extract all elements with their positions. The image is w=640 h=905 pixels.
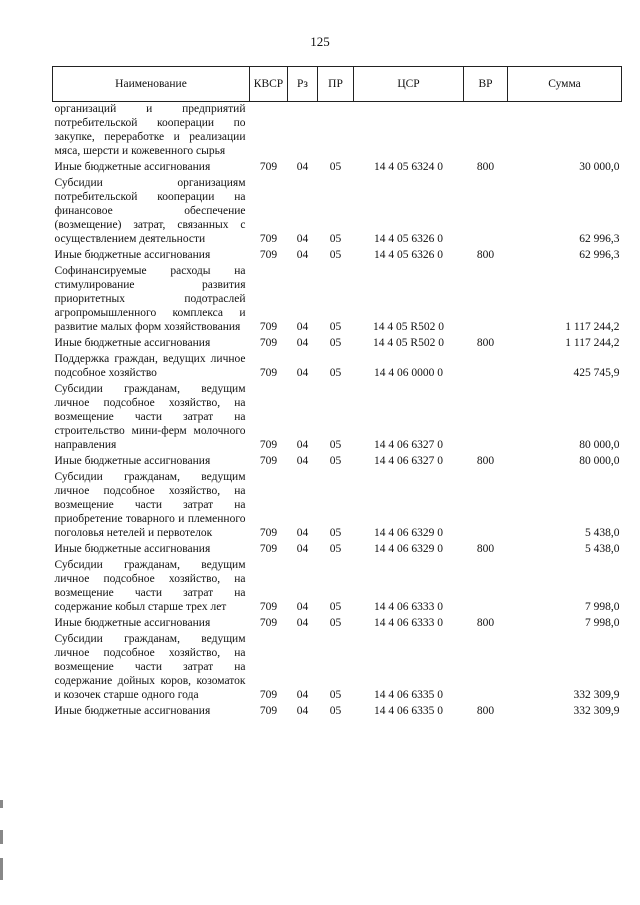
cell-rz: 04 [296,161,309,173]
cell-kvsr: 709 [259,617,278,629]
cell-csr: 14 4 06 6333 0 [374,617,443,629]
cell-csr: 14 4 05 6324 0 [374,161,443,173]
table-row [53,336,622,352]
cell-pr: 05 [329,617,342,629]
table-header-row [53,67,622,102]
cell-name: Поддержка граждан, ведущих личное подсобное хозяйство [54,353,246,379]
cell-pr: 05 [329,705,342,717]
cell-vr [464,470,508,542]
cell-name: Софинансируемые расходы на стимулирование развития приоритетных подотраслей агропромышленного комплекса и развитие малых форм хозяйствования [54,265,246,333]
cell-vr: 800 [476,543,495,555]
cell-kvsr: 709 [259,249,278,261]
cell-rz: 04 [296,233,309,245]
cell-kvsr: 709 [259,321,278,333]
cell-csr: 14 4 06 6333 0 [374,601,443,613]
cell-sum: 1 117 244,2 [565,337,620,349]
cell-pr: 05 [329,249,342,261]
cell-csr: 14 4 05 6326 0 [374,249,443,261]
cell-sum: 80 000,0 [579,439,620,451]
cell-kvsr: 709 [259,705,278,717]
cell-kvsr: 709 [259,527,278,539]
budget-table [52,66,622,720]
cell-rz: 04 [296,543,309,555]
cell-vr [464,352,508,382]
cell-sum: 5 438,0 [585,527,620,539]
cell-rz: 04 [296,601,309,613]
cell-name: Иные бюджетные ассигнования [54,455,211,467]
cell-sum: 425 745,9 [573,367,620,379]
cell-csr: 14 4 06 6327 0 [374,439,443,451]
cell-vr: 800 [476,161,495,173]
table-row [53,102,622,161]
cell-name: Иные бюджетные ассигнования [54,337,211,349]
cell-name: Иные бюджетные ассигнования [54,249,211,261]
cell-vr [464,382,508,454]
table-row [53,352,622,382]
cell-sum [508,102,622,161]
cell-rz [288,102,318,161]
table-row [53,382,622,454]
cell-pr [318,102,354,161]
cell-rz: 04 [296,455,309,467]
header-rz: Рз [288,67,318,102]
header-pr: ПР [318,67,354,102]
header-csr: ЦСР [354,67,464,102]
cell-vr [464,632,508,704]
cell-sum: 1 117 244,2 [565,321,620,333]
cell-sum: 332 309,9 [573,705,620,717]
cell-kvsr: 709 [259,161,278,173]
cell-rz: 04 [296,617,309,629]
cell-csr: 14 4 06 6327 0 [374,455,443,467]
cell-name: Иные бюджетные ассигнования [54,705,211,717]
header-name: Наименование [53,67,250,102]
cell-vr [464,264,508,336]
cell-pr: 05 [329,601,342,613]
cell-csr: 14 4 05 R502 0 [373,337,444,349]
cell-kvsr: 709 [259,601,278,613]
cell-pr: 05 [329,543,342,555]
cell-pr: 05 [329,689,342,701]
table-row [53,454,622,470]
cell-pr: 05 [329,161,342,173]
cell-csr: 14 4 06 6335 0 [374,689,443,701]
cell-vr: 800 [476,337,495,349]
cell-kvsr: 709 [259,337,278,349]
cell-rz: 04 [296,367,309,379]
cell-rz: 04 [296,705,309,717]
cell-vr: 800 [476,249,495,261]
cell-vr [464,176,508,248]
cell-name: Иные бюджетные ассигнования [54,161,211,173]
cell-pr: 05 [329,233,342,245]
cell-sum: 332 309,9 [573,689,620,701]
cell-vr: 800 [476,455,495,467]
header-sum: Сумма [508,67,622,102]
cell-name: Иные бюджетные ассигнования [54,543,211,555]
cell-pr: 05 [329,321,342,333]
cell-name: Иные бюджетные ассигнования [54,617,211,629]
cell-rz: 04 [296,439,309,451]
table-row [53,176,622,248]
table-row [53,616,622,632]
cell-kvsr: 709 [259,455,278,467]
cell-vr: 800 [476,617,495,629]
cell-sum: 62 996,3 [579,249,620,261]
cell-name: Субсидии гражданам, ведущим личное подсобное хозяйство, на возмещение части затрат на содержание кобыл старше трех лет [54,559,246,613]
cell-sum: 30 000,0 [579,161,620,173]
cell-kvsr: 709 [259,367,278,379]
cell-pr: 05 [329,367,342,379]
cell-pr: 05 [329,439,342,451]
cell-vr: 800 [476,705,495,717]
table-row [53,248,622,264]
table-row [53,470,622,542]
cell-name: Субсидии гражданам, ведущим личное подсобное хозяйство, на возмещение части затрат на содержание дойных коров, козоматок и козочек старше одного года [54,633,246,701]
cell-kvsr: 709 [259,233,278,245]
cell-name: Субсидии гражданам, ведущим личное подсобное хозяйство, на возмещение части затрат на строительство мини-ферм молочного направления [54,383,246,451]
cell-kvsr [250,102,288,161]
cell-sum: 7 998,0 [585,601,620,613]
cell-pr: 05 [329,527,342,539]
cell-csr: 14 4 05 R502 0 [373,321,444,333]
table-row [53,558,622,616]
header-kvsr: КВСР [250,67,288,102]
cell-sum: 5 438,0 [585,543,620,555]
margin-ticks [0,800,6,900]
cell-kvsr: 709 [259,543,278,555]
cell-csr [354,102,464,161]
cell-kvsr: 709 [259,439,278,451]
cell-rz: 04 [296,337,309,349]
cell-vr [464,558,508,616]
cell-csr: 14 4 06 6335 0 [374,705,443,717]
cell-vr [464,102,508,161]
table-row [53,632,622,704]
table-row [53,160,622,176]
cell-pr: 05 [329,455,342,467]
cell-name: организаций и предприятий потребительской кооперации по закупке, переработке и реализации мяса, шерсти и кожевенного сырья [54,103,246,157]
table-row [53,264,622,336]
cell-sum: 7 998,0 [585,617,620,629]
cell-rz: 04 [296,527,309,539]
cell-csr: 14 4 06 0000 0 [374,367,443,379]
header-vr: ВР [464,67,508,102]
cell-name: Субсидии организациям потребительской кооперации на финансовое обеспечение (возмещение) затрат, связанных с осуществлением деятельности [54,177,246,245]
cell-pr: 05 [329,337,342,349]
cell-kvsr: 709 [259,689,278,701]
table-row [53,704,622,720]
cell-sum: 62 996,3 [579,233,620,245]
cell-rz: 04 [296,249,309,261]
cell-name: Субсидии гражданам, ведущим личное подсобное хозяйство, на возмещение части затрат на приобретение товарного и племенного поголовья нетелей и первотелок [54,471,246,539]
page-number: 125 [310,34,330,49]
cell-csr: 14 4 05 6326 0 [374,233,443,245]
cell-csr: 14 4 06 6329 0 [374,543,443,555]
cell-rz: 04 [296,321,309,333]
table-body [53,102,622,721]
cell-sum: 80 000,0 [579,455,620,467]
table-row [53,542,622,558]
cell-csr: 14 4 06 6329 0 [374,527,443,539]
cell-rz: 04 [296,689,309,701]
